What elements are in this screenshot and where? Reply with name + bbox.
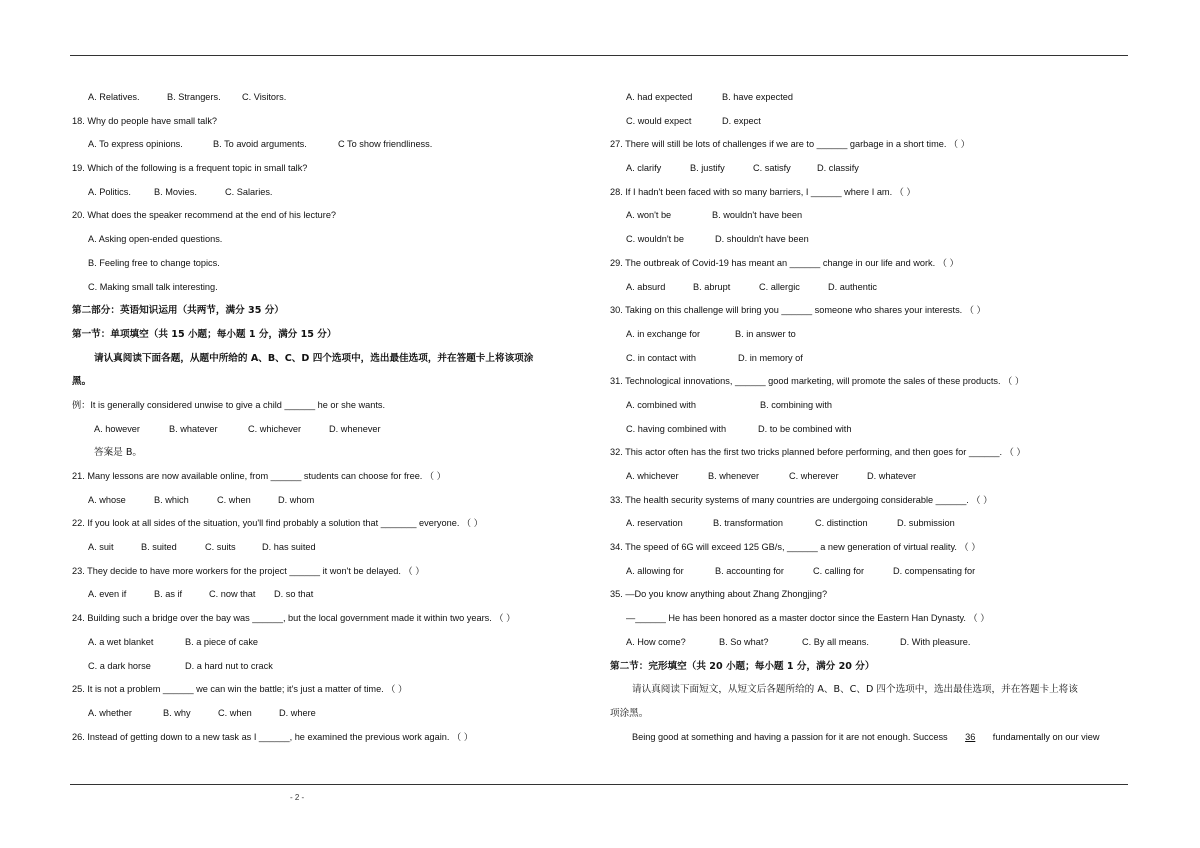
section2-instruction <box>610 678 1130 725</box>
option: B. accounting for <box>715 565 784 576</box>
option: C. suits <box>205 542 236 553</box>
bottom-rule <box>70 784 1128 785</box>
option: D. whenever <box>329 423 381 434</box>
option: C. allergic <box>759 281 800 292</box>
q29-options <box>610 276 1130 300</box>
q34-options <box>610 560 1130 584</box>
option: B. justify <box>690 163 725 174</box>
option: D. has suited <box>262 542 316 553</box>
q30-options-ab <box>610 323 1130 347</box>
option: A. whichever <box>626 471 679 481</box>
right-column <box>610 86 1130 749</box>
option: C. By all means. <box>802 636 869 647</box>
option: C. Salaries. <box>225 186 273 197</box>
option: C. satisfy <box>753 163 791 174</box>
option: B. have expected <box>722 92 793 102</box>
question-31: 31. Technological innovations, ______ good marketing, will promote the sales of these products. （ ） <box>610 376 1025 387</box>
q19-options <box>72 181 612 205</box>
option: C. when <box>217 494 251 505</box>
option: B. So what? <box>719 636 769 647</box>
option: B. which <box>154 494 189 505</box>
option: D. in memory of <box>738 352 803 363</box>
option: A. Relatives. <box>88 92 140 102</box>
option: C. a dark horse <box>88 660 151 671</box>
q26-options-cd <box>610 110 1130 134</box>
option: B. wouldn't have been <box>712 210 803 221</box>
q31-options-ab <box>610 394 1130 418</box>
option: C. calling for <box>813 565 865 576</box>
q21-options <box>72 489 612 513</box>
q20-option-a: A. Asking open-ended questions. <box>88 234 223 245</box>
option: D. With pleasure. <box>900 636 971 647</box>
q24-options-cd <box>72 655 612 679</box>
option: B. combining with <box>760 399 833 410</box>
option: A. whether <box>88 707 132 718</box>
section1-heading: 第一节：单项填空（共 15 小题；每小题 1 分，满分 15 分） <box>72 328 337 340</box>
option: B. suited <box>141 542 177 553</box>
q28-options-cd <box>610 228 1130 252</box>
question-35: 35. —Do you know anything about Zhang Zhongjing? <box>610 589 828 600</box>
option: A. had expected <box>626 92 693 102</box>
option: C. in contact with <box>626 352 696 363</box>
option: A. even if <box>88 589 127 600</box>
option: C. having combined with <box>626 423 727 434</box>
option: D. to be combined with <box>758 423 852 434</box>
blank-36: 36 <box>965 731 976 742</box>
option: D. classify <box>817 163 859 174</box>
option: A. combined with <box>626 399 696 410</box>
q35-reply: —______ He has been honored as a master doctor since the Eastern Han Dynasty. （ ） <box>626 613 990 624</box>
question-23: 23. They decide to have more workers for the project ______ it won't be delayed. （ ） <box>72 565 425 576</box>
option: C. wherever <box>789 471 839 481</box>
option: D. where <box>279 707 316 718</box>
option: C. when <box>218 707 252 718</box>
option: B. Strangers. <box>167 92 221 102</box>
passage-text: fundamentally on our view <box>992 731 1100 742</box>
section2-heading: 第二节：完形填空（共 20 小题；每小题 1 分，满分 20 分） <box>610 660 875 672</box>
page-number: - 2 - <box>290 793 305 802</box>
option: C. Visitors. <box>242 92 287 102</box>
q20-option-c: C. Making small talk interesting. <box>88 281 218 292</box>
question-24: 24. Building such a bridge over the bay was ______, but the local government made it within two years. （ ） <box>72 613 516 624</box>
q25-options <box>72 702 612 726</box>
option: A. suit <box>88 542 114 553</box>
q27-options <box>610 157 1130 181</box>
q35-options <box>610 631 1130 655</box>
option: C. would expect <box>626 115 692 126</box>
option: B. as if <box>154 589 183 600</box>
option: B. whatever <box>169 423 218 434</box>
option: A. reservation <box>626 518 683 529</box>
question-33: 33. The health security systems of many countries are undergoing considerable ______. （ ） <box>610 494 993 505</box>
q31-options-cd <box>610 418 1130 442</box>
question-27: 27. There will still be lots of challenges if we are to ______ garbage in a short time. （ ） <box>610 139 970 150</box>
option: B. abrupt <box>693 281 731 292</box>
option: C. now that <box>209 589 256 600</box>
question-28: 28. If I hadn't been faced with so many barriers, I ______ where I am. （ ） <box>610 186 916 197</box>
instruction2-line-2: 项涂黑。 <box>610 707 649 719</box>
instruction2-line-1: 请认真阅读下面短文，从短文后各题所给的 A、B、C、D 四个选项中，选出最佳选项，并在答题卡上将该 <box>632 684 1078 696</box>
option: D. authentic <box>828 281 878 292</box>
example-options <box>72 418 612 442</box>
option: C. whichever <box>248 423 302 434</box>
top-rule <box>70 55 1128 56</box>
q26-options-ab <box>610 86 1130 110</box>
question-29: 29. The outbreak of Covid-19 has meant an ______ change in our life and work. （ ） <box>610 257 959 268</box>
option: A. To express opinions. <box>88 139 183 150</box>
option: D. whatever <box>867 471 917 481</box>
question-30: 30. Taking on this challenge will bring you ______ someone who shares your interests. （ ） <box>610 305 986 316</box>
option: A. clarify <box>626 163 662 174</box>
q23-options <box>72 583 612 607</box>
instruction-line-1: 请认真阅读下面各题，从题中所给的 A、B、C、D 四个选项中，选出最佳选项，并在答题卡上将该项涂 <box>94 352 534 364</box>
option: D. a hard nut to crack <box>185 660 273 671</box>
option: A. whose <box>88 494 126 505</box>
option: A. How come? <box>626 636 686 647</box>
option: B. why <box>163 707 191 718</box>
option: C. distinction <box>815 518 868 529</box>
option: D. expect <box>722 115 761 126</box>
question-19: 19. Which of the following is a frequent topic in small talk? <box>72 163 308 174</box>
option: C To show friendliness. <box>338 139 433 150</box>
option: C. wouldn't be <box>626 234 684 245</box>
q28-options-ab <box>610 204 1130 228</box>
option: A. absurd <box>626 281 666 292</box>
passage-text: Being good at something and having a passion for it are not enough. Success <box>632 731 948 742</box>
passage-first-line <box>610 726 1130 750</box>
q30-options-cd <box>610 347 1130 371</box>
question-25: 25. It is not a problem ______ we can win the battle; it's just a matter of time. （ ） <box>72 684 408 695</box>
q20-option-b: B. Feeling free to change topics. <box>88 257 220 268</box>
q32-options <box>610 465 1130 489</box>
option: B. transformation <box>713 518 783 529</box>
option: B. To avoid arguments. <box>213 139 307 150</box>
example-answer: 答案是 B。 <box>94 447 143 459</box>
question-32: 32. This actor often has the first two tricks planned before performing, and then goes for ______. （ ） <box>610 447 1026 458</box>
option: B. whenever <box>708 471 760 481</box>
option: A. a wet blanket <box>88 636 154 647</box>
example-question: 例：It is generally considered unwise to give a child ______ he or she wants. <box>72 399 386 410</box>
option: B. a piece of cake <box>185 636 259 647</box>
q17-options <box>72 86 612 110</box>
question-22: 22. If you look at all sides of the situation, you'll find probably a solution that _______ everyone. （ ） <box>72 518 483 529</box>
question-18: 18. Why do people have small talk? <box>72 115 218 126</box>
left-column <box>72 86 612 749</box>
option: D. whom <box>278 494 315 505</box>
option: D. so that <box>274 589 314 600</box>
q18-options <box>72 133 612 157</box>
q22-options <box>72 536 612 560</box>
q33-options <box>610 512 1130 536</box>
q24-options-ab <box>72 631 612 655</box>
question-26: 26. Instead of getting down to a new task as I ______, he examined the previous work again. （ ） <box>72 731 473 742</box>
option: A. Politics. <box>88 186 131 197</box>
option: B. in answer to <box>735 328 796 339</box>
option: B. Movies. <box>154 186 197 197</box>
part2-heading: 第二部分：英语知识运用（共两节，满分 35 分） <box>72 305 284 317</box>
instruction-line-2: 黑。 <box>72 376 92 388</box>
option: A. however <box>94 423 140 434</box>
question-20: 20. What does the speaker recommend at the end of his lecture? <box>72 210 337 221</box>
option: D. shouldn't have been <box>715 234 809 245</box>
option: A. in exchange for <box>626 328 701 339</box>
option: D. submission <box>897 518 955 529</box>
option: A. won't be <box>626 210 672 221</box>
option: D. compensating for <box>893 565 976 576</box>
question-34: 34. The speed of 6G will exceed 125 GB/s, ______ a new generation of virtual reality. （ ） <box>610 542 981 553</box>
question-21: 21. Many lessons are now available online, from ______ students can choose for free. （ ） <box>72 471 446 481</box>
option: A. allowing for <box>626 565 684 576</box>
